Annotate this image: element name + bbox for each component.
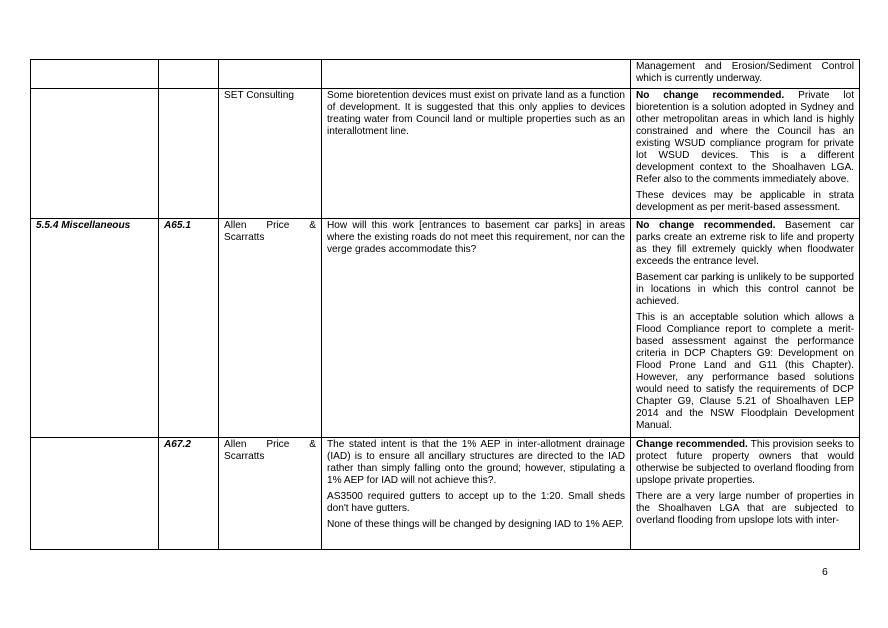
response-paragraph: Basement car parking is unlikely to be supported in locations in which this control cannot be achieved. [636,272,854,307]
response-paragraph: Change recommended. This provision seeks to protect future property owners that would otherwise be subjected to overland flooding from upslope private properties. [636,439,854,486]
response-paragraph: No change recommended. Basement car parks create an extreme risk to life and property as they fill extremely quickly when floodwater exceeds the entrance level. [636,220,854,267]
comment-cell [322,60,631,89]
topic-cell [31,438,159,550]
submissions-table [30,59,860,550]
submitter-name: Allen Price & [224,439,316,450]
submitter-cell [219,219,322,438]
table-row [31,438,860,550]
response-cell [631,219,860,438]
ref-cell [159,89,219,219]
recommendation-label: No change recommended. [636,220,776,231]
submitter-name: SET Consulting [224,90,294,101]
comment-paragraph: The stated intent is that the 1% AEP in inter-allotment drainage (IAD) is to ensure all ancillary structures are directed to the IAD rather than simply falling onto the ground; however, stipulating a 1% AEP for IAD will not achieve this?. [327,439,625,486]
response-paragraph: This is an acceptable solution which allows a Flood Compliance report to complete a merit-based assessment against the performance criteria in DCP Chapters G9: Development on Flood Prone Land and G11 (this Chapter). However, any performance based solutions would need to satisfy the requirements of DCP Chapter G9, Clause 5.21 of Shoalhaven LEP 2014 and the NSW Floodplain Development Manual. [636,312,854,431]
topic-cell [31,60,159,89]
ref-cell: A65.1 [159,219,219,438]
submitter-name-tail: Scarratts [224,232,265,243]
response-paragraph: Management and Erosion/Sediment Control which is currently underway. [636,61,854,84]
topic-cell [31,89,159,219]
response-paragraph: There are a very large number of properties in the Shoalhaven LGA that are subjected to overland flooding from upslope lots with inter- [636,491,854,526]
submitter-cell [219,438,322,550]
submitter-cell [219,60,322,89]
submitter-name: Allen Price & [224,220,316,231]
ref-cell: A67.2 [159,438,219,550]
page-number: 6 [822,566,828,578]
comment-paragraph: AS3500 required gutters to accept up to the 1:20. Small sheds don't have gutters. [327,491,625,514]
comment-paragraph: Some bioretention devices must exist on private land as a function of development. It is suggested that this only applies to devices treating water from Council land or multiple properties such as an interallotment line. [327,90,625,137]
table-row [31,89,860,219]
response-cell [631,89,860,219]
submitter-cell [219,89,322,219]
topic-cell: 5.5.4 Miscellaneous [31,219,159,438]
table-row [31,219,860,438]
response-cell [631,60,860,89]
response-paragraph: These devices may be applicable in strata development as per merit-based assessment. [636,190,854,213]
ref-cell [159,60,219,89]
comment-cell [322,219,631,438]
response-paragraph: No change recommended. Private lot bioretention is a solution adopted in Sydney and other metropolitan areas in which land is highly constrained and where the Council has an existing WSUD compliance program for private lot WSUD devices. This is a different development context to the Shoalhaven LGA. Refer also to the comments immediately above. [636,90,855,185]
comment-paragraph: None of these things will be changed by designing IAD to 1% AEP. [327,519,624,530]
comment-paragraph: How will this work [entrances to basement car parks] in areas where the existing roads do not meet this requirement, nor can the verge grades accommodate this? [327,220,625,255]
submitter-name-tail: Scarratts [224,451,265,462]
comment-cell [322,438,631,550]
response-cell [631,438,860,550]
recommendation-label: Change recommended. [636,439,748,450]
table-row [31,60,860,89]
recommendation-label: No change recommended. [636,90,785,101]
comment-cell [322,89,631,219]
